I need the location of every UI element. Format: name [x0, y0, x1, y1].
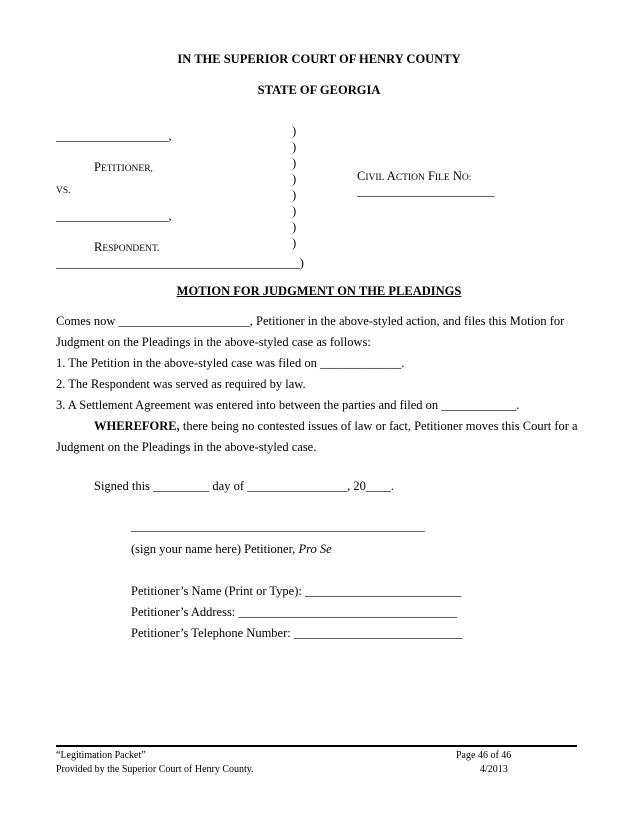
petitioner-name-field: Petitioner’s Name (Print or Type): _________________________ — [131, 584, 462, 598]
list-item-3: 3. A Settlement Agreement was entered into between the parties and filed on ____________. — [56, 398, 520, 412]
respondent-name-blank: __________________, — [56, 209, 172, 223]
caption-paren: ) — [292, 188, 297, 202]
court-name: IN THE SUPERIOR COURT OF HENRY COUNTY — [177, 52, 461, 66]
caption-paren: ) — [292, 156, 297, 170]
versus-label: VS. — [56, 186, 71, 196]
caption-paren: ) — [292, 236, 297, 250]
civil-action-file-blank: ______________________ — [357, 184, 495, 198]
list-item-1: 1. The Petition in the above-styled case was filed on _____________. — [56, 356, 405, 370]
signature-label: (sign your name here) Petitioner, Pro Se — [131, 542, 332, 556]
petitioner-label: PETITIONER, — [94, 160, 153, 174]
intro-line-1: Comes now _____________________, Petitioner in the above-styled action, and files this Motion for — [56, 314, 565, 328]
caption-paren: ) — [292, 172, 297, 186]
petitioner-address-field: Petitioner’s Address: ___________________________________ — [131, 605, 458, 619]
caption-bottom-line: _______________________________________) — [56, 256, 304, 270]
civil-action-file-label: CIVIL ACTION FILE NO: — [357, 169, 472, 183]
respondent-label: RESPONDENT. — [94, 240, 160, 254]
signed-line: Signed this _________ day of ________________, 20____. — [94, 479, 394, 493]
caption-paren: ) — [292, 220, 297, 234]
motion-title: MOTION FOR JUDGMENT ON THE PLEADINGS — [176, 284, 462, 298]
signature-line: _______________________________________________ — [131, 519, 425, 533]
wherefore-line-1: WHEREFORE, there being no contested issues of law or fact, Petitioner moves this Court for a — [94, 419, 578, 433]
intro-line-2: Judgment on the Pleadings in the above-styled case as follows: — [56, 335, 371, 349]
caption-paren: ) — [292, 204, 297, 218]
footer-provider: Provided by the Superior Court of Henry County. — [56, 764, 254, 775]
footer-date: 4/2013 — [480, 764, 508, 775]
court-state: STATE OF GEORGIA — [257, 83, 381, 97]
footer-page-number: Page 46 of 46 — [456, 750, 512, 761]
caption-paren: ) — [292, 124, 297, 138]
wherefore-line-2: Judgment on the Pleadings in the above-styled case. — [56, 440, 317, 454]
petitioner-name-blank: __________________, — [56, 129, 172, 143]
caption-paren: ) — [292, 140, 297, 154]
footer-packet-title: “Legitimation Packet” — [56, 750, 146, 761]
footer-rule — [56, 745, 577, 747]
petitioner-phone-field: Petitioner’s Telephone Number: ___________________________ — [131, 626, 463, 640]
list-item-2: 2. The Respondent was served as required by law. — [56, 377, 306, 391]
